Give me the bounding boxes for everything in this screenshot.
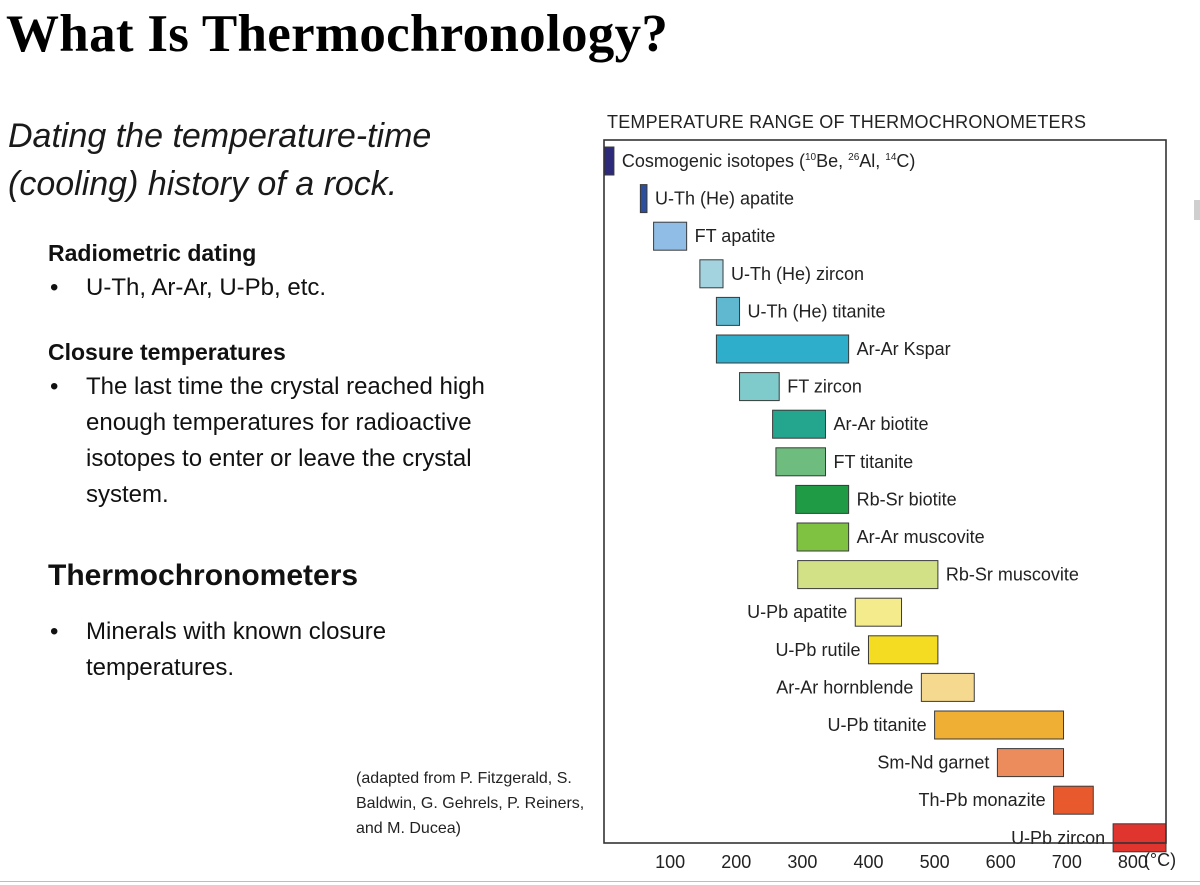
bar-label-ft-zircon: FT zircon (787, 376, 862, 397)
bar-u-pb-apatite (855, 598, 901, 626)
bar-label-ar-ar-biotite: Ar-Ar biotite (833, 414, 929, 435)
bar-label-u-pb-zircon: U-Pb zircon (1011, 827, 1106, 848)
bar-label-ar-ar-hornblende: Ar-Ar hornblende (776, 677, 914, 698)
bullet-text: U-Th, Ar-Ar, U-Pb, etc. (86, 274, 327, 301)
slide-bottom-rule (0, 881, 1200, 882)
bar-u-th-he-apatite (640, 185, 647, 213)
bar-th-pb-monazite (1054, 786, 1094, 814)
bar-label-ar-ar-muscovite: Ar-Ar muscovite (856, 527, 985, 547)
x-tick-300: 300 (787, 852, 818, 872)
x-tick-100: 100 (655, 852, 686, 872)
bar-ft-titanite (776, 448, 826, 476)
bullet-text: Minerals with known closure temperatures. (86, 618, 387, 681)
bar-label-u-pb-rutile: U-Pb rutile (775, 639, 861, 660)
citation: (adapted from P. Fitzgerald, S. Baldwin, G. Gehrels, P. Reiners, and M. Ducea) (356, 770, 585, 837)
bullet-text: The last time the crystal reached high enough temperatures for radioactive isotopes to enter or leave the crystal system. (86, 373, 485, 508)
bar-cosmogenic-isotopes-10be-26al-14c (604, 147, 614, 175)
slide-subtitle: Dating the temperature-time (cooling) history of a rock. (8, 117, 432, 203)
bar-label-sm-nd-garnet: Sm-Nd garnet (877, 752, 990, 773)
bar-ft-apatite (654, 222, 687, 250)
x-tick-600: 600 (985, 852, 1016, 872)
x-tick-500: 500 (919, 852, 950, 872)
bar-ar-ar-kspar (716, 335, 848, 363)
next-slide-edge (1194, 200, 1200, 220)
bar-ft-zircon (740, 373, 780, 401)
bar-label-ft-apatite: FT apatite (694, 226, 776, 247)
bar-label-u-pb-apatite: U-Pb apatite (747, 602, 848, 623)
bar-rb-sr-biotite (796, 485, 849, 513)
bar-label-cosmogenic-isotopes-10be-26al-14c: Cosmogenic isotopes ($^{10}$Be, $^{26}$Al, $^{14}$C) (621, 151, 916, 171)
x-tick-400: 400 (853, 852, 884, 872)
bar-label-u-pb-titanite: U-Pb titanite (827, 715, 927, 735)
bar-u-th-he-zircon (700, 260, 723, 288)
x-axis-unit: (°C) (1143, 850, 1177, 870)
bar-rb-sr-muscovite (798, 561, 938, 589)
bar-ar-ar-muscovite (797, 523, 849, 551)
bar-ar-ar-biotite (773, 410, 826, 438)
x-tick-700: 700 (1051, 852, 1082, 872)
bar-label-ar-ar-kspar: Ar-Ar Kspar (856, 339, 951, 359)
bar-label-rb-sr-biotite: Rb-Sr biotite (856, 489, 957, 510)
x-tick-800: 800 (1117, 852, 1148, 872)
bar-u-pb-rutile (868, 636, 937, 664)
bar-label-ft-titanite: FT titanite (833, 451, 914, 472)
bar-sm-nd-garnet (997, 749, 1063, 777)
bar-u-pb-zircon (1113, 824, 1166, 852)
chart-title: TEMPERATURE RANGE OF THERMOCHRONOMETERS (607, 112, 1087, 132)
section-heading: Closure temperatures (48, 339, 286, 365)
bar-label-rb-sr-muscovite: Rb-Sr muscovite (945, 564, 1079, 585)
bullet-marker: • (50, 373, 59, 400)
bar-label-u-th-he-zircon: U-Th (He) zircon (731, 263, 865, 284)
bar-label-u-th-he-titanite: U-Th (He) titanite (747, 301, 886, 322)
bar-u-pb-titanite (935, 711, 1064, 739)
slide-title: What Is Thermochronology? (6, 5, 669, 63)
bullet-marker: • (50, 274, 59, 301)
bar-label-th-pb-monazite: Th-Pb monazite (918, 790, 1046, 811)
section-heading: Radiometric dating (48, 240, 257, 266)
bar-ar-ar-hornblende (921, 673, 974, 701)
bar-label-u-th-he-apatite: U-Th (He) apatite (654, 188, 795, 209)
x-tick-200: 200 (721, 852, 752, 872)
bullet-marker: • (50, 618, 59, 645)
section-heading: Thermochronometers (48, 559, 359, 592)
bar-u-th-he-titanite (716, 297, 739, 325)
